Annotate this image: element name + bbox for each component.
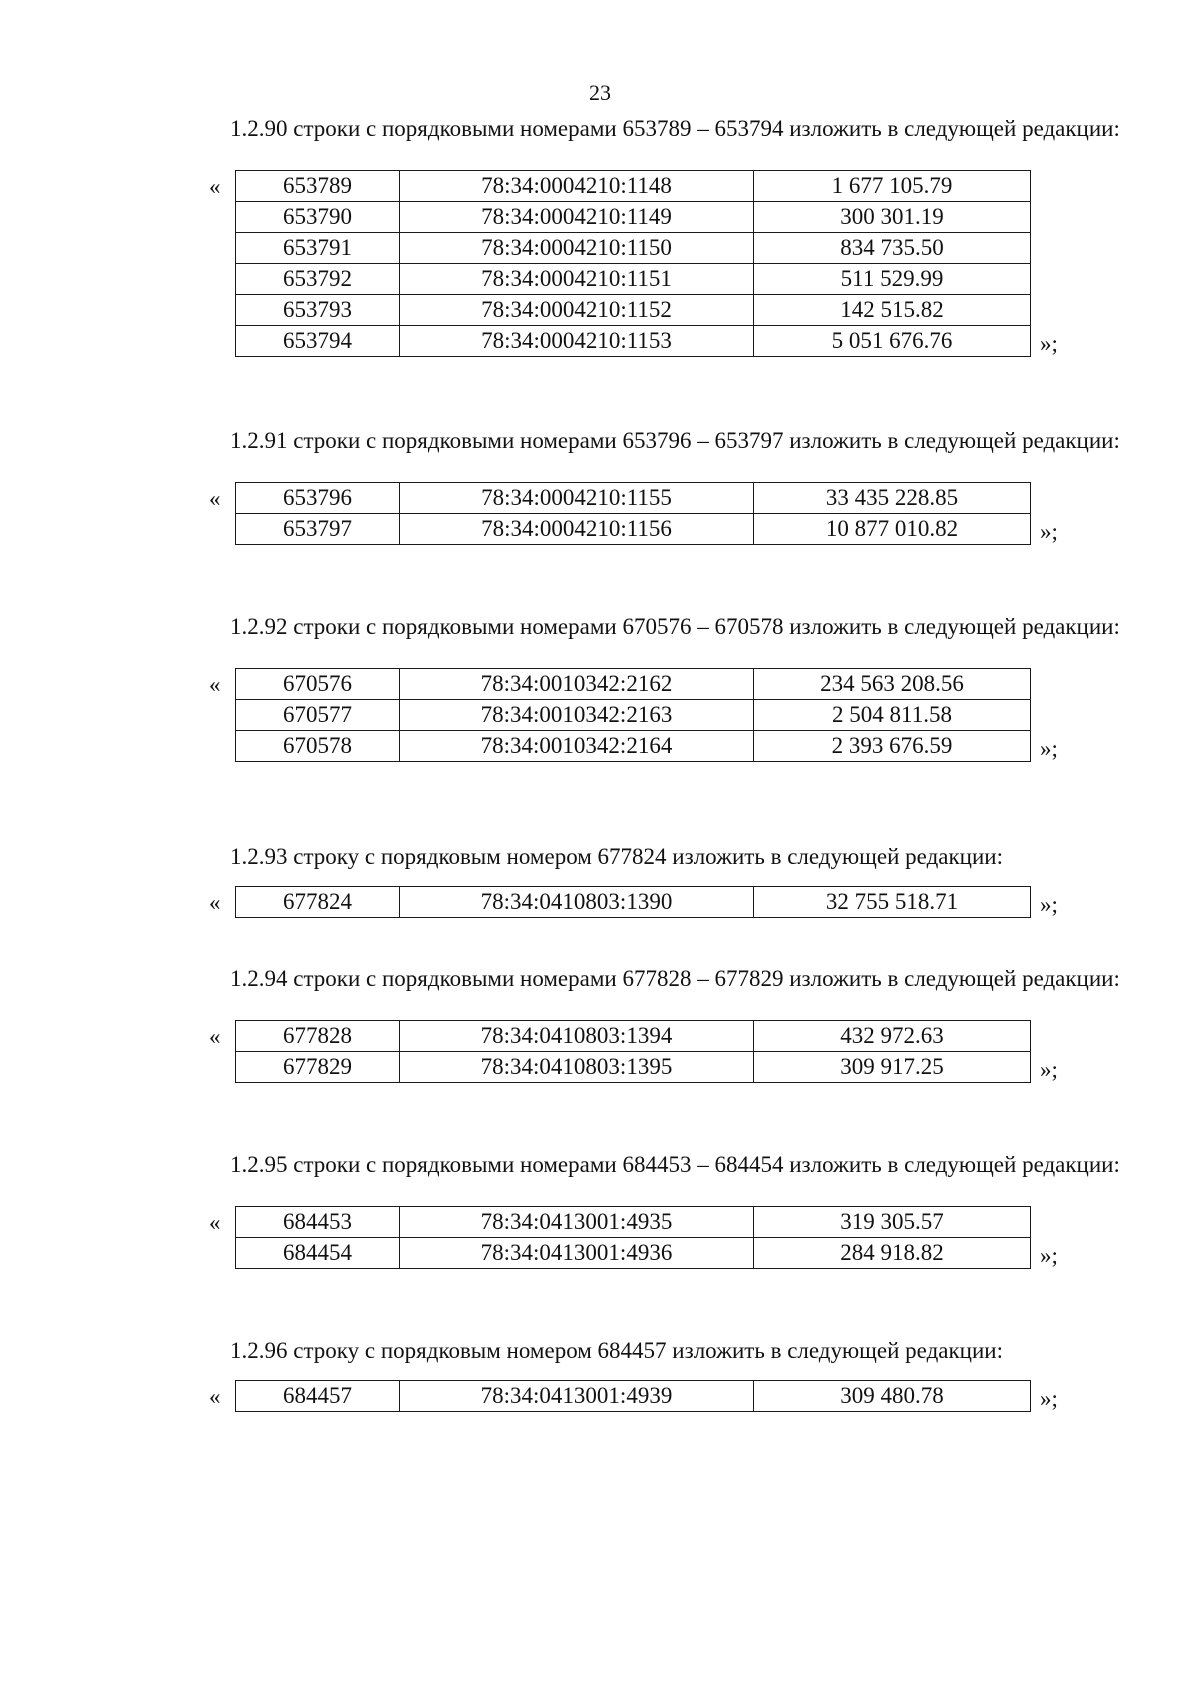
- value-cell: 284 918.82: [754, 1238, 1031, 1269]
- cadastral-number-cell: 78:34:0413001:4935: [400, 1207, 754, 1238]
- amendment-table-wrap: [209, 1020, 1058, 1083]
- table-row: [236, 483, 1031, 514]
- close-quote: »;: [1040, 1057, 1058, 1082]
- amendment-text: 1.2.92 строки с порядковыми номерами 670576 – 670578 изложить в следующей редакции:: [230, 614, 1120, 639]
- value-cell: 33 435 228.85: [754, 483, 1031, 514]
- row-number-cell: 653797: [236, 514, 400, 545]
- table-row: [236, 1381, 1031, 1412]
- row-number-cell: 684457: [236, 1381, 400, 1412]
- value-cell: 432 972.63: [754, 1021, 1031, 1052]
- row-number-cell: 677828: [236, 1021, 400, 1052]
- amendment-section-1-2-93: [155, 840, 1130, 918]
- value-cell: 234 563 208.56: [754, 669, 1031, 700]
- close-quote: »;: [1040, 736, 1058, 761]
- cadastral-number-cell: 78:34:0004210:1149: [400, 202, 754, 233]
- value-cell: 142 515.82: [754, 295, 1031, 326]
- open-quote: «: [209, 890, 221, 915]
- cadastral-number-cell: 78:34:0004210:1150: [400, 233, 754, 264]
- close-quote: »;: [1040, 892, 1058, 917]
- table-row: [236, 264, 1031, 295]
- value-cell: 2 393 676.59: [754, 731, 1031, 762]
- cadastral-number-cell: 78:34:0004210:1148: [400, 171, 754, 202]
- cadastral-number-cell: 78:34:0010342:2162: [400, 669, 754, 700]
- cadastral-number-cell: 78:34:0410803:1394: [400, 1021, 754, 1052]
- open-quote: «: [209, 174, 221, 199]
- table-row: [236, 202, 1031, 233]
- amendment-section-1-2-91: [155, 424, 1130, 545]
- table-row: [236, 887, 1031, 918]
- row-number-cell: 670578: [236, 731, 400, 762]
- cadastral-number-cell: 78:34:0004210:1155: [400, 483, 754, 514]
- row-number-cell: 684453: [236, 1207, 400, 1238]
- amendment-table: [235, 1380, 1031, 1412]
- value-cell: 319 305.57: [754, 1207, 1031, 1238]
- cadastral-number-cell: 78:34:0010342:2164: [400, 731, 754, 762]
- table-row: [236, 1238, 1031, 1269]
- cadastral-number-cell: 78:34:0010342:2163: [400, 700, 754, 731]
- value-cell: 10 877 010.82: [754, 514, 1031, 545]
- table-row: [236, 731, 1031, 762]
- amendment-text: 1.2.95 строки с порядковыми номерами 684453 – 684454 изложить в следующей редакции:: [230, 1152, 1120, 1177]
- value-cell: 300 301.19: [754, 202, 1031, 233]
- open-quote: «: [209, 486, 221, 511]
- amendment-section-1-2-92: [155, 610, 1130, 762]
- row-number-cell: 677829: [236, 1052, 400, 1083]
- value-cell: 5 051 676.76: [754, 326, 1031, 357]
- amendment-section-1-2-95: [155, 1148, 1130, 1269]
- cadastral-number-cell: 78:34:0410803:1395: [400, 1052, 754, 1083]
- cadastral-number-cell: 78:34:0004210:1156: [400, 514, 754, 545]
- value-cell: 309 480.78: [754, 1381, 1031, 1412]
- amendment-table: [235, 482, 1031, 545]
- row-number-cell: 653790: [236, 202, 400, 233]
- table-row: [236, 171, 1031, 202]
- table-row: [236, 514, 1031, 545]
- cadastral-number-cell: 78:34:0413001:4936: [400, 1238, 754, 1269]
- table-row: [236, 1207, 1031, 1238]
- amendment-table: [235, 1206, 1031, 1269]
- amendment-table: [235, 170, 1031, 357]
- open-quote: «: [209, 672, 221, 697]
- page-number: 23: [589, 80, 611, 105]
- row-number-cell: 653796: [236, 483, 400, 514]
- value-cell: 32 755 518.71: [754, 887, 1031, 918]
- close-quote: »;: [1040, 331, 1058, 356]
- close-quote: »;: [1040, 519, 1058, 544]
- table-row: [236, 700, 1031, 731]
- amendment-text: 1.2.96 строку с порядковым номером 684457 изложить в следующей редакции:: [230, 1338, 1003, 1363]
- table-row: [236, 326, 1031, 357]
- amendment-table: [235, 886, 1031, 918]
- row-number-cell: 670576: [236, 669, 400, 700]
- amendment-table-wrap: [209, 482, 1058, 545]
- amendment-section-1-2-90: [155, 112, 1130, 357]
- row-number-cell: 653791: [236, 233, 400, 264]
- amendment-section-1-2-96: [155, 1334, 1130, 1412]
- value-cell: 511 529.99: [754, 264, 1031, 295]
- amendment-text: 1.2.90 строки с порядковыми номерами 653789 – 653794 изложить в следующей редакции:: [230, 116, 1120, 141]
- amendment-table: [235, 1020, 1031, 1083]
- amendment-section-1-2-94: [155, 962, 1130, 1083]
- cadastral-number-cell: 78:34:0004210:1151: [400, 264, 754, 295]
- row-number-cell: 653789: [236, 171, 400, 202]
- cadastral-number-cell: 78:34:0410803:1390: [400, 887, 754, 918]
- value-cell: 1 677 105.79: [754, 171, 1031, 202]
- amendment-table: [235, 668, 1031, 762]
- close-quote: »;: [1040, 1243, 1058, 1268]
- table-row: [236, 1052, 1031, 1083]
- row-number-cell: 653794: [236, 326, 400, 357]
- value-cell: 309 917.25: [754, 1052, 1031, 1083]
- cadastral-number-cell: 78:34:0004210:1152: [400, 295, 754, 326]
- amendment-table-wrap: [209, 1380, 1058, 1412]
- table-row: [236, 1021, 1031, 1052]
- open-quote: «: [209, 1210, 221, 1235]
- row-number-cell: 670577: [236, 700, 400, 731]
- value-cell: 2 504 811.58: [754, 700, 1031, 731]
- amendment-text: 1.2.94 строки с порядковыми номерами 677828 – 677829 изложить в следующей редакции:: [230, 966, 1120, 991]
- close-quote: »;: [1040, 1386, 1058, 1411]
- amendment-table-wrap: [209, 1206, 1058, 1269]
- row-number-cell: 653792: [236, 264, 400, 295]
- value-cell: 834 735.50: [754, 233, 1031, 264]
- cadastral-number-cell: 78:34:0413001:4939: [400, 1381, 754, 1412]
- open-quote: «: [209, 1024, 221, 1049]
- table-row: [236, 669, 1031, 700]
- row-number-cell: 684454: [236, 1238, 400, 1269]
- amendment-table-wrap: [209, 886, 1058, 918]
- amendment-table-wrap: [209, 668, 1058, 762]
- row-number-cell: 677824: [236, 887, 400, 918]
- row-number-cell: 653793: [236, 295, 400, 326]
- amendment-text: 1.2.91 строки с порядковыми номерами 653796 – 653797 изложить в следующей редакции:: [230, 428, 1120, 453]
- amendment-text: 1.2.93 строку с порядковым номером 677824 изложить в следующей редакции:: [230, 844, 1003, 869]
- amendment-table-wrap: [209, 170, 1058, 357]
- table-row: [236, 233, 1031, 264]
- open-quote: «: [209, 1384, 221, 1409]
- table-row: [236, 295, 1031, 326]
- cadastral-number-cell: 78:34:0004210:1153: [400, 326, 754, 357]
